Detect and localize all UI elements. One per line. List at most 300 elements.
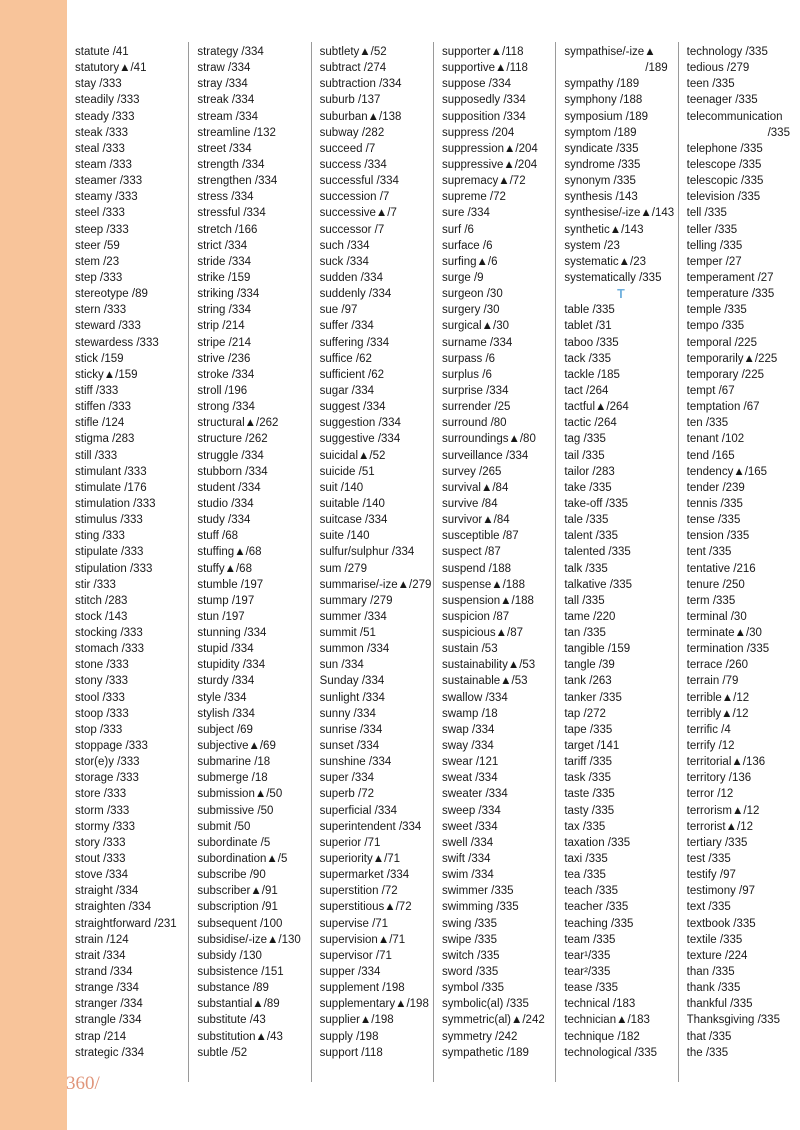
index-entry: street /334 [197, 142, 252, 155]
index-entry: switch /335 [441, 949, 500, 962]
index-entry: steamer /333 [75, 175, 143, 188]
index-entry: strict /334 [197, 239, 248, 252]
index-entry: strap /214 [75, 1030, 127, 1043]
index-entry-continuation: /335 [767, 126, 790, 139]
index-entry: stewardess /333 [75, 336, 159, 349]
index-entry: tape /335 [564, 723, 613, 736]
index-entry: terrible▲/12 [686, 691, 750, 704]
index-entry: symmetry /242 [441, 1030, 518, 1043]
index-entry: tertiary /335 [686, 836, 748, 849]
index-entry: systematically /335 [564, 271, 662, 284]
index-entry: talkative /335 [564, 578, 633, 591]
index-entry: suffice /62 [319, 352, 372, 365]
index-entry: strangle /334 [75, 1014, 142, 1027]
index-entry: sunshine /334 [319, 756, 392, 769]
index-entry: temporary /225 [686, 368, 764, 381]
index-entry: stream /334 [197, 110, 259, 123]
index-entry: stay /333 [75, 78, 122, 91]
index-entry: strength /334 [197, 158, 265, 171]
index-entry: territorial▲/136 [686, 756, 766, 769]
index-entry: summer /334 [319, 610, 387, 623]
index-entry: subscriber▲/91 [197, 885, 278, 898]
index-entry: step /333 [75, 271, 123, 284]
index-entry: temporarily▲/225 [686, 352, 778, 365]
index-entry: tax /335 [564, 820, 606, 833]
index-entry: sway /334 [441, 740, 494, 753]
index-entry: stride /334 [197, 255, 252, 268]
index-entry: stove /334 [75, 869, 129, 882]
index-entry: surge /9 [441, 271, 484, 284]
index-entry: terribly▲/12 [686, 707, 749, 720]
index-entry: survivor▲/84 [441, 514, 510, 527]
index-entry: supplement /198 [319, 982, 405, 995]
index-entry: teaching /335 [564, 917, 634, 930]
index-entry: thankful /335 [686, 998, 753, 1011]
index-entry: survival▲/84 [441, 481, 509, 494]
index-entry: tear¹/335 [564, 949, 611, 962]
index-entry: swift /334 [441, 853, 491, 866]
index-entry: surfing▲/6 [441, 255, 498, 268]
index-entry: superior /71 [319, 836, 381, 849]
index-entry: symbol /335 [441, 982, 504, 995]
index-entry: strait /334 [75, 949, 126, 962]
index-entry: temple /335 [686, 304, 747, 317]
index-entry: steel /333 [75, 207, 125, 220]
index-entry: tactic /264 [564, 417, 617, 430]
index-entry: telecommunication [686, 110, 783, 123]
index-entry: stipulation /333 [75, 562, 153, 575]
index-entry: technology /335 [686, 46, 768, 58]
index-entry: tent /335 [686, 546, 732, 559]
index-entry: tact /264 [564, 384, 609, 397]
index-entry: syndrome /335 [564, 158, 641, 171]
index-entry: surface /6 [441, 239, 493, 252]
index-entry: supervision▲/71 [319, 933, 406, 946]
index-entry: student /334 [197, 481, 261, 494]
index-entry: terrain /79 [686, 675, 739, 688]
index-entry: statute /41 [75, 46, 129, 58]
section-letter-heading: T [617, 287, 625, 302]
index-entry: teller /335 [686, 223, 738, 236]
index-entry: stimulate /176 [75, 481, 147, 494]
index-entry: steer /59 [75, 239, 120, 252]
index-entry: stool /333 [75, 691, 125, 704]
index-entry: that /335 [686, 1030, 732, 1043]
index-entry: succession /7 [319, 191, 390, 204]
index-entry: still /333 [75, 449, 118, 462]
index-entry: than /335 [686, 966, 735, 979]
index-entry: tempo /335 [686, 320, 745, 333]
index-entry: superintendent /334 [319, 820, 422, 833]
index-entry: tennis /335 [686, 497, 743, 510]
index-entry: stuffing▲/68 [197, 546, 262, 559]
index-entry: storage /333 [75, 772, 139, 785]
index-entry: suspicion /87 [441, 610, 510, 623]
index-entry: sunny /334 [319, 707, 376, 720]
index-entry: streak /334 [197, 94, 255, 107]
index-entry: tedious /279 [686, 62, 750, 75]
index-entry: steep /333 [75, 223, 129, 236]
index-entry: test /335 [686, 853, 731, 866]
index-entry: suspense▲/188 [441, 578, 525, 591]
index-entry: striking /334 [197, 288, 260, 301]
index-entry: stony /333 [75, 675, 129, 688]
index-entry: supplier▲/198 [319, 1014, 394, 1027]
index-entry: subscription /91 [197, 901, 278, 914]
index-entry: territory /136 [686, 772, 752, 785]
index-entry: team /335 [564, 933, 616, 946]
index-entry: task /335 [564, 772, 611, 785]
index-column-1 [67, 42, 189, 1082]
index-entry: subordinate /5 [197, 836, 271, 849]
index-entry: sufficient /62 [319, 368, 385, 381]
index-entry: sympathetic /189 [441, 1046, 529, 1059]
index-entry: stubborn /334 [197, 465, 268, 478]
index-entry: stress /334 [197, 191, 254, 204]
index-entry: teenager /335 [686, 94, 758, 107]
index-entry: technician▲/183 [564, 1014, 650, 1027]
index-entry: temperature /335 [686, 288, 775, 301]
index-entry: sweep /334 [441, 804, 501, 817]
index-entry: sure /334 [441, 207, 490, 220]
index-entry: take-off /335 [564, 497, 629, 510]
index-entry: suggestion /334 [319, 417, 401, 430]
index-entry: tank /263 [564, 675, 612, 688]
index-entry: tactful▲/264 [564, 401, 629, 414]
index-entry: supreme /72 [441, 191, 506, 204]
index-entry: symmetric(al)▲/242 [441, 1014, 545, 1027]
index-entry: stone /333 [75, 659, 129, 672]
index-entry: stormy /333 [75, 820, 136, 833]
index-entry: sustain /53 [441, 643, 498, 656]
index-entry: substance /89 [197, 982, 269, 995]
index-entry: strange /334 [75, 982, 139, 995]
index-entry: stomach /333 [75, 643, 145, 656]
index-entry: stressful /334 [197, 207, 266, 220]
index-entry: tempt /67 [686, 384, 735, 397]
index-entry: text /335 [686, 901, 731, 914]
index-entry: surf /6 [441, 223, 474, 236]
index-entry: suspicious▲/87 [441, 627, 524, 640]
index-entry: tangible /159 [564, 643, 631, 656]
index-entry: tenure /250 [686, 578, 745, 591]
index-entry: such /334 [319, 239, 370, 252]
index-entry: synthetic▲/143 [564, 223, 644, 236]
index-entry: temporal /225 [686, 336, 757, 349]
index-entry: swing /335 [441, 917, 497, 930]
index-entry: supervise /71 [319, 917, 389, 930]
index-entry: strive /236 [197, 352, 251, 365]
index-entry: stern /333 [75, 304, 127, 317]
index-entry: terrorism▲/12 [686, 804, 760, 817]
index-entry: tame /220 [564, 610, 616, 623]
index-entry: stumble /197 [197, 578, 264, 591]
index-entry: successful /334 [319, 175, 399, 188]
index-entry: submission▲/50 [197, 788, 283, 801]
index-entry: term /335 [686, 594, 736, 607]
index-entry: tension /335 [686, 530, 750, 543]
index-entry: swimmer /335 [441, 885, 514, 898]
index-entry: subtlety▲/52 [319, 46, 387, 58]
index-entry: surplus /6 [441, 368, 492, 381]
index-entry: submit /50 [197, 820, 251, 833]
index-entry: summit /51 [319, 627, 376, 640]
index-entry: suitcase /334 [319, 514, 388, 527]
index-entry: surprise /334 [441, 384, 509, 397]
index-entry: table /335 [564, 304, 615, 317]
index-entry: swallow /334 [441, 691, 508, 704]
index-entry: summary /279 [319, 594, 393, 607]
index-entry: surpass /6 [441, 352, 496, 365]
index-entry: Thanksgiving /335 [686, 1014, 780, 1027]
index-entry: statutory▲/41 [75, 62, 147, 75]
index-entry: surround /80 [441, 417, 507, 430]
index-entry: textile /335 [686, 933, 743, 946]
index-entry: suspect /87 [441, 546, 501, 559]
index-entry: suicide /51 [319, 465, 375, 478]
index-entry: sunset /334 [319, 740, 380, 753]
index-entry: tentative /216 [686, 562, 756, 575]
index-entry: superficial /334 [319, 804, 398, 817]
index-entry: supposition /334 [441, 110, 526, 123]
index-entry: suck /334 [319, 255, 369, 268]
index-entry: termination /335 [686, 643, 770, 656]
index-entry: stranger /334 [75, 998, 143, 1011]
index-entry: stupidity /334 [197, 659, 266, 672]
index-entry: strain /124 [75, 933, 129, 946]
index-entry: subscribe /90 [197, 869, 266, 882]
index-entry: stretch /166 [197, 223, 258, 236]
index-column-6 [679, 42, 800, 1082]
index-entry: sustainability▲/53 [441, 659, 536, 672]
index-entry: suppress /204 [441, 126, 515, 139]
index-entry: stunning /334 [197, 627, 267, 640]
index-entry: temptation /67 [686, 401, 760, 414]
index-entry: teach /335 [564, 885, 619, 898]
index-entry: technique /182 [564, 1030, 640, 1043]
index-entry: synonym /335 [564, 175, 636, 188]
index-entry: stylish /334 [197, 707, 255, 720]
index-entry: terminate▲/30 [686, 627, 762, 640]
index-entry: terrify /12 [686, 740, 735, 753]
index-entry: subtraction /334 [319, 78, 402, 91]
index-entry: technical /183 [564, 998, 636, 1011]
index-entry: subject /69 [197, 723, 253, 736]
index-entry: terrace /260 [686, 659, 749, 672]
index-entry: synthesise/-ize▲/143 [564, 207, 675, 220]
index-entry: tariff /335 [564, 756, 613, 769]
index-entry: tender /239 [686, 481, 745, 494]
index-entry: tendency▲/165 [686, 465, 768, 478]
index-entry: the /335 [686, 1046, 729, 1059]
index-entry: sunlight /334 [319, 691, 385, 704]
index-entry: subjective▲/69 [197, 740, 276, 753]
index-entry: summarise/-ize▲/279 [319, 578, 432, 591]
index-entry: stiff /333 [75, 384, 119, 397]
index-entry: superstition /72 [319, 885, 398, 898]
index-entry: straw /334 [197, 62, 251, 75]
index-entry: suburban▲/138 [319, 110, 402, 123]
index-entry: super /334 [319, 772, 375, 785]
index-entry: swamp /18 [441, 707, 498, 720]
index-entry: strategy /334 [197, 46, 264, 58]
index-entry: style /334 [197, 691, 247, 704]
index-entry: sympathise/-ize▲ [564, 46, 656, 58]
index-entry: tailor /283 [564, 465, 615, 478]
index-entry: submarine /18 [197, 756, 271, 769]
index-entry: subordination▲/5 [197, 853, 288, 866]
index-entry: straight /334 [75, 885, 139, 898]
index-entry: tag /335 [564, 433, 606, 446]
index-entry: subtract /274 [319, 62, 387, 75]
index-entry: suspension▲/188 [441, 594, 534, 607]
index-entry: stocking /333 [75, 627, 143, 640]
index-entry: terminal /30 [686, 610, 747, 623]
index-entry: supper /334 [319, 966, 381, 979]
index-entry: steal /333 [75, 142, 125, 155]
index-entry: tackle /185 [564, 368, 620, 381]
index-entry: subsequent /100 [197, 917, 283, 930]
index-entry: textbook /335 [686, 917, 756, 930]
index-entry: survey /265 [441, 465, 502, 478]
index-entry: terrorist▲/12 [686, 820, 753, 833]
index-entry: suppressive▲/204 [441, 158, 538, 171]
index-entry: stupid /334 [197, 643, 254, 656]
index-entry: tanker /335 [564, 691, 622, 704]
index-entry: storm /333 [75, 804, 130, 817]
index-entry: surgery /30 [441, 304, 500, 317]
index-entry-continuation: /189 [645, 62, 668, 75]
index-entry: suit /140 [319, 481, 364, 494]
index-entry: stimulant /333 [75, 465, 147, 478]
index-entry: substantial▲/89 [197, 998, 280, 1011]
index-entry: stray /334 [197, 78, 248, 91]
index-entry: suggest /334 [319, 401, 386, 414]
index-entry: stripe /214 [197, 336, 252, 349]
index-entry: steadily /333 [75, 94, 140, 107]
index-entry: subsidy /130 [197, 949, 262, 962]
index-entry: talented /335 [564, 546, 631, 559]
index-entry: steamy /333 [75, 191, 138, 204]
index-entry: symptom /189 [564, 126, 637, 139]
index-entry: strike /159 [197, 271, 251, 284]
index-entry: sulfur/sulphur /334 [319, 546, 415, 559]
index-entry: store /333 [75, 788, 127, 801]
index-entry: suppression▲/204 [441, 142, 538, 155]
index-entry: support /118 [319, 1046, 383, 1059]
index-entry: symphony /188 [564, 94, 643, 107]
index-entry: stout /333 [75, 853, 126, 866]
index-entry: surrender /25 [441, 401, 511, 414]
index-entry: subsistence /151 [197, 966, 284, 979]
index-entry: stroll /196 [197, 384, 248, 397]
index-entry: sting /333 [75, 530, 125, 543]
index-entry: subtle /52 [197, 1046, 248, 1059]
index-entry: study /334 [197, 514, 251, 527]
index-entry: symposium /189 [564, 110, 649, 123]
index-column-5 [556, 42, 678, 1082]
index-entry: stock /143 [75, 610, 128, 623]
index-entry: stereotype /89 [75, 288, 148, 301]
index-entry: success /334 [319, 158, 387, 171]
index-entry: tack /335 [564, 352, 611, 365]
index-entry: suppose /334 [441, 78, 512, 91]
index-entry: structural▲/262 [197, 417, 279, 430]
index-entry: suffering /334 [319, 336, 390, 349]
index-entry: tangle /39 [564, 659, 615, 672]
index-entry: supervisor /71 [319, 949, 392, 962]
index-entry: summon /334 [319, 643, 390, 656]
index-entry: television /335 [686, 191, 761, 204]
index-entry: taste /335 [564, 788, 615, 801]
index-entry: stimulation /333 [75, 497, 156, 510]
index-entry: tablet /31 [564, 320, 612, 333]
index-entry: steward /333 [75, 320, 141, 333]
index-entry: testimony /97 [686, 885, 756, 898]
index-entry: taxation /335 [564, 836, 631, 849]
page-number: 360/ [66, 1073, 100, 1094]
index-entry: stir /333 [75, 578, 116, 591]
index-entry: systematic▲/23 [564, 255, 646, 268]
index-entry: successive▲/7 [319, 207, 397, 220]
index-entry: supplementary▲/198 [319, 998, 429, 1011]
index-entry: ten /335 [686, 417, 729, 430]
index-entry: streamline /132 [197, 126, 276, 139]
index-entry: tense /335 [686, 514, 741, 527]
index-entry: syndicate /335 [564, 142, 639, 155]
index-entry: steam /333 [75, 158, 132, 171]
index-entry: stroke /334 [197, 368, 255, 381]
index-entry: terrific /4 [686, 723, 731, 736]
index-entry: teen /335 [686, 78, 735, 91]
index-entry: substitute /43 [197, 1014, 266, 1027]
index-entry: symbolic(al) /335 [441, 998, 529, 1011]
index-entry: suburb /137 [319, 94, 381, 107]
index-entry: sweater /334 [441, 788, 508, 801]
index-entry: stor(e)y /333 [75, 756, 140, 769]
index-entry: suite /140 [319, 530, 370, 543]
index-entry: Sunday /334 [319, 675, 385, 688]
index-entry: sustainable▲/53 [441, 675, 528, 688]
index-entry: sweet /334 [441, 820, 498, 833]
index-entry: succeed /7 [319, 142, 376, 155]
index-entry: stiffen /333 [75, 401, 132, 414]
index-entry: supposedly /334 [441, 94, 526, 107]
index-entry: suitable /140 [319, 497, 385, 510]
index-entry: stick /159 [75, 352, 124, 365]
index-entry: survive /84 [441, 497, 498, 510]
index-entry: sticky▲/159 [75, 368, 138, 381]
index-entry: structure /262 [197, 433, 268, 446]
index-entry: taboo /335 [564, 336, 619, 349]
index-entry: supermarket /334 [319, 869, 410, 882]
index-entry: stigma /283 [75, 433, 135, 446]
index-entry: supportive▲/118 [441, 62, 528, 75]
index-entry: substitution▲/43 [197, 1030, 283, 1043]
index-entry: tea /335 [564, 869, 606, 882]
index-entry: submerge /18 [197, 772, 268, 785]
index-columns [67, 42, 800, 1082]
index-entry: taxi /335 [564, 853, 608, 866]
index-entry: swim /334 [441, 869, 494, 882]
index-entry: supremacy▲/72 [441, 175, 526, 188]
index-entry: stipulate /333 [75, 546, 144, 559]
index-entry: surname /334 [441, 336, 513, 349]
index-entry: talk /335 [564, 562, 608, 575]
index-entry: swear /121 [441, 756, 499, 769]
index-entry: superb /72 [319, 788, 375, 801]
index-entry: string /334 [197, 304, 252, 317]
